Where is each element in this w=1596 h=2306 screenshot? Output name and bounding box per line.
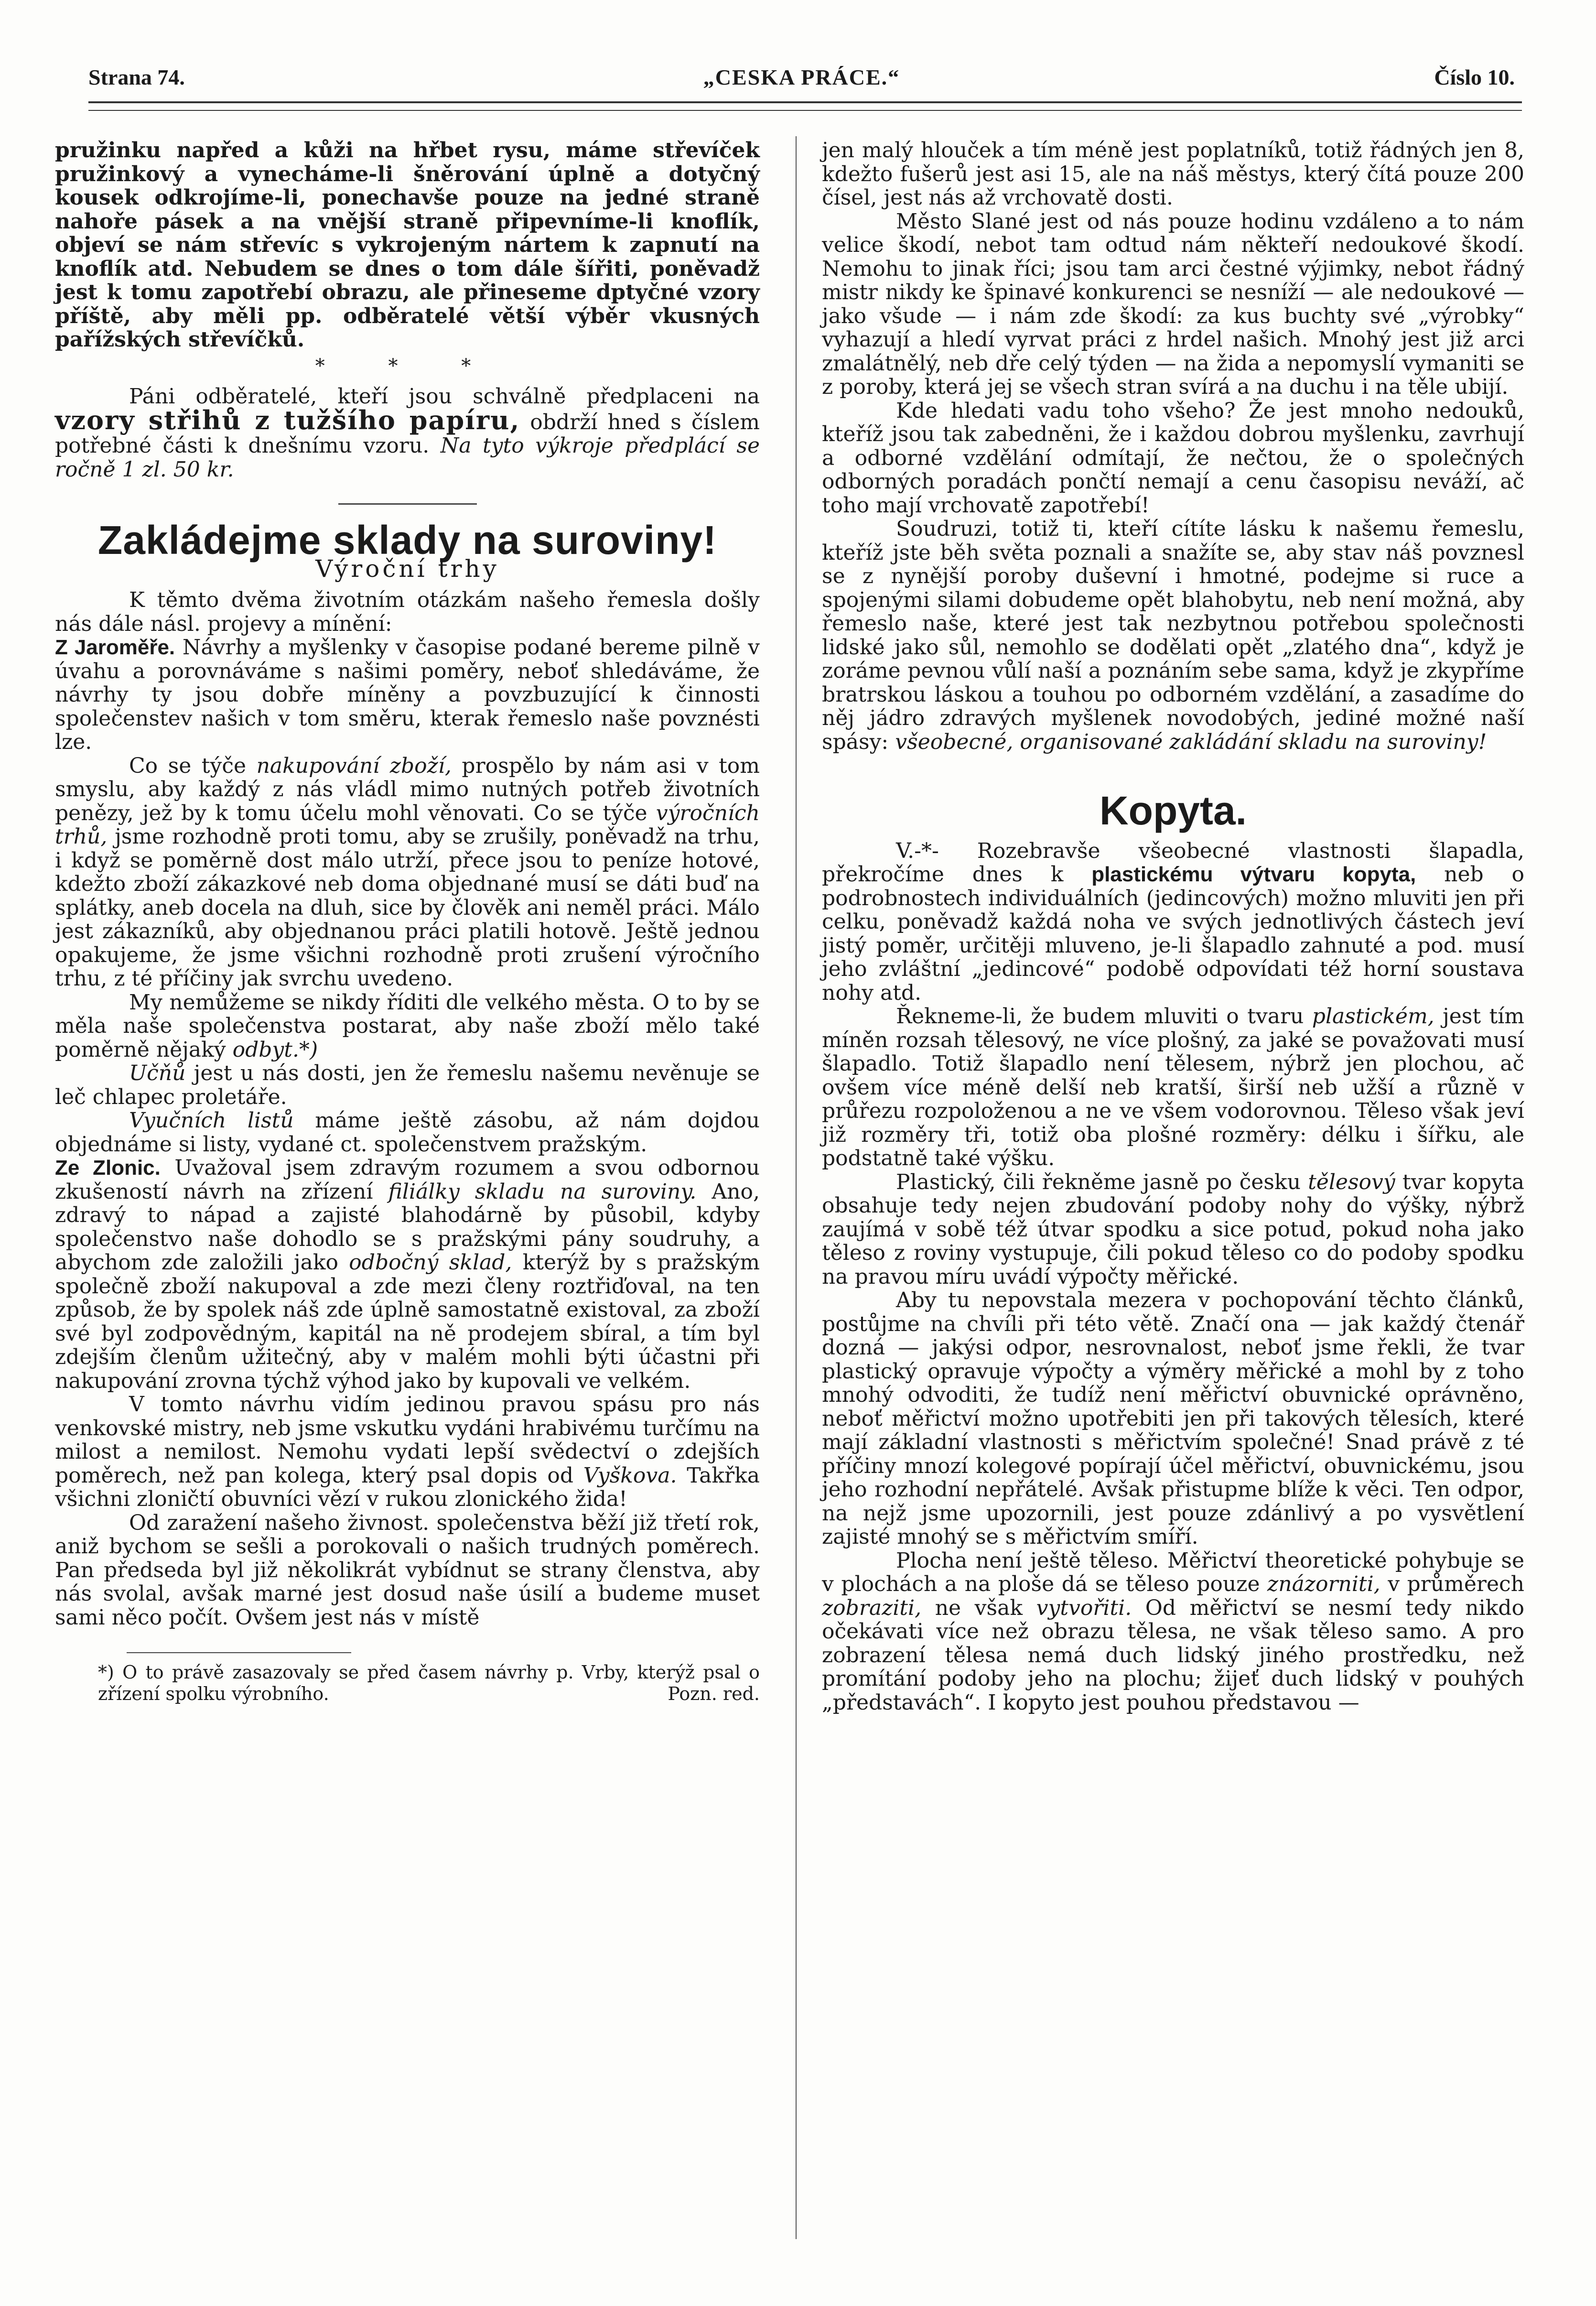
paragraph: V.-*- Rozebravše všeobecné vlastnosti šlapadla, překročíme dnes k plastickému výtvaru kopyta, neb o podrobnostech individuálních (jedincových) možno mluviti jen při celku, poněvadž každá noha ve svých jednotlivých částech jeví jistý poměr, určitěji mluveno, je-li šlapadlo zahnuté a pod. musí jeho zvláštní „jedincové“ podobě odpovídati též horní soustava nohy atd.: [822, 838, 1524, 1005]
left-column: [55, 139, 760, 1705]
paragraph: Učňů jest u nás dosti, jen že řemeslu našemu nevěnuje se leč chlapec proletáře.: [55, 1061, 760, 1109]
paragraph-zlonice: Ze Zlonic. Uvažoval jsem zdravým rozumem a svou odbornou zkušeností návrh na zřízení filiálky skladu na suroviny. Ano, zdravý to nápad a zajisté blahodárně by působil, kdyby společenstvo naše dohodlo se s pražskými pány soudruhy, a abychom zde založili jako odbočný sklad, kterýž by s pražským společně zboží nakupoval a zde mezi členy roztřiďoval, na ten způsob, že by spolek náš zde úplně samostatně existoval, za zboží své byl zodpovědným, kapitál na ně prodejem sbíral, a tím byl zdejším členům užitečný, aby v malém mohli býti účastni při nakupování zrovna týchž výhod jako by kupovali ve velkém.: [55, 1156, 760, 1393]
editor-note: Pozn. red.: [668, 1683, 760, 1704]
section-divider: [338, 503, 477, 505]
section-stars: * * *: [315, 355, 500, 377]
issue-number: Číslo 10.: [1434, 65, 1515, 89]
paragraph: K těmto dvěma životním otázkám našeho řemesla došly nás dále násl. projevy a mínění:: [55, 588, 760, 636]
paragraph: Soudruzi, totiž ti, kteří cítíte lásku k našemu řemeslu, kteříž jste běh světa poznali a snažíte se, aby stav náš povznesl se z nynější poroby duševní i hmotné, podejme si ruce a spojenými silami dobudeme opět blahobytu, neb není možná, aby řemeslo naše, které jest tak nezbytnou potřebou společnosti lidské jako sůl, nemohlo se dodělati opět „zlatého dna“, když je zoráme pevnou vůlí naší a poznáním sebe sama, když je zkypříme bratrskou láskou a touhou po odborném vzdělání, a zasadíme do něj jádro zdravých myšlenek novodobých, jediné možné naší spásy: všeobecné, organisované zakládání skladu na suroviny!: [822, 517, 1524, 754]
footnote: *) O to právě zasazovaly se před časem návrhy p. Vrby, kterýž psal o zřízení spolku výrobního. Pozn. red.: [98, 1662, 760, 1704]
paragraph: Plocha není ještě těleso. Měřictví theoretické pohybuje se v plochách a na ploše dá se těleso pouze znázorniti, v průměrech zobraziti, ne však vytvořiti. Od měřictví se nesmí tedy nikdo očekávati více než obrazu tělesa, ne však těleso samo. A pro zobrazení tělesa nemá duch lidský jiného prostředku, než promítání podoby jeho na plochu; žijeť duch lidský v pouhých „představách“. I kopyto jest pouhou představou —: [822, 1548, 1524, 1715]
paragraph: Vyučních listů máme ještě zásobu, až nám dojdou objednáme si listy, vydané ct. společenstvem pražským.: [55, 1108, 760, 1157]
article-continuation: pružinku napřed a kůži na hřbet rysu, máme střevíček pružinkový a vynecháme-li šněrování úplně a dotyčný kousek odkrojíme-li, ponechavše pouze na jedné straně nahoře pásek a na vnější straně připevníme-li knoflík, objeví se nám střevíc s vykrojeným nártem k zapnutí na knoflík atd. Nebudem se dnes o tom dále šířiti, poněvadž jest k tomu zapotřebí obrazu, ale přineseme dptyčné vzory příště, aby měli pp. odběratelé větší výběr vkusných pařížských střevíčků.: [55, 138, 760, 352]
paragraph: Aby tu nepovstala mezera v pochopování těchto článků, postůjme na chvíli při této větě. Značí ona — jak každý čtenář dozná — jakýsi odpor, nesrovnalost, neboť jsme řekli, že tvar plastický opravuje výpočty a výměry měřické a mohl by z toho mnohý odvoditi, že tudíž není měřictví obuvnické oprávněno, neboť měřictví možno upotřebiti jen při takových tělesích, které mají základní vlastnosti s měřictvím společné! Snad právě z té příčiny mnozí kolegové popírají účel měřictví, obuvnickému, jsou jeho rozhodní nepřátelé. Avšak přistupme blíže k věci. Ten odpor, na nejž jsme upozornili, jest pouze zdánlivý a po vysvětlení zajisté mnohý se s měřictvím smíří.: [822, 1288, 1524, 1549]
paragraph: Řekneme-li, že budem mluviti o tvaru plastickém, jest tím míněn rozsah tělesový, ne více plošný, za jaké se považovati musí šlapadlo. Totiž šlapadlo není tělesem, nýbrž jen plochou, ač ovšem více méně delší neb kratší, širší neb užší a různě v průřezu rozpoloženou a ne ve všem vodorovnou. Těleso však jeví již rozměry tři, totiž oba plošné rozměry: délku i šířku, ale podstatně také výšku.: [822, 1004, 1524, 1170]
paragraph: V tomto návrhu vidím jedinou pravou spásu pro nás venkovské mistry, neb jsme vskutku vydáni hrabivému turčímu na milost a nemilost. Nemohu vydati lepší svědectví o zdejších poměrech, než pan kolega, který psal dopis od Vyškova. Takřka všichni zloničtí obuvníci vězí v rukou zlonického žida!: [55, 1392, 760, 1511]
subscriber-notice: Páni odběratelé, kteří jsou schválně předplaceni na vzory střihů z tužšího papíru, obdrží hned s číslem potřebné části k dnešnímu vzoru. Na tyto výkroje předplácí se ročně 1 zl. 50 kr.: [55, 384, 760, 482]
paragraph: Kde hledati vadu toho všeho? Že jest mnoho nedouků, kteříž jsou tak zabedněni, že i každou dobrou myšlenku, zavrhují a odborné vzdělání odmítají, že nečtou, že o společných odborných poradách pončtí nemají a cenu časopisu neváží, ač toho mají vrchovatě zapotřebí!: [822, 398, 1524, 518]
article-title-kopyta: Kopyta.: [1099, 788, 1247, 833]
masthead-title: „CESKA PRÁCE.“: [703, 65, 900, 89]
location-heading: Z Jaroměře.: [55, 636, 175, 659]
paragraph: Plastický, čili řekněme jasně po česku tělesový tvar kopyta obsahuje tedy nejen zbudování podoby nohy do výšky, nýbrž zaujímá v sobě též útvar spodku a sice potud, pokud noha jako těleso z roviny vystupuje, čili pokud těleso co do podoby spodku na pravou míru uvádí výpočty měřické.: [822, 1169, 1524, 1289]
paragraph: My nemůžeme se nikdy říditi dle velkého města. O to by se měla naše společenstva postarat, aby naše zboží mělo také poměrně nějaký odbyt.*): [55, 990, 760, 1062]
article-title: Zakládejme sklady na suroviny!: [97, 518, 717, 563]
notice-price: Na tyto výkroje předplácí se ročně 1 zl. 50 kr.: [55, 433, 760, 482]
paragraph: Co se týče nakupování zboží, prospělo by nám asi v tom smyslu, aby každý z nás vládl mimo nutných potřeb životních penězy, jež by k tomu účelu mohl věnovati. Co se týče výročních trhů, jsme rozhodně proti tomu, aby se zrušily, poněvadž na trhu, i když se poměrně dost málo utrží, přece jsou to peníze hotové, kdežto zboží zákazkové neb doma objednané musí se dáti buď na splátky, aneb docela na dluh, sice by člověk ani neměl práci. Málo jest zákazníků, aby objednanou práci platili hotově. Ještě jednou opakujeme, že jsme všichni rozhodně proti zrušení výročního trhu, z té příčiny jak svrchu uvedeno.: [55, 753, 760, 991]
paragraph: Od zaražení našeho živnost. společenstva běží již třetí rok, aniž bychom se sešli a porokovali o našich trudných poměrech. Pan předseda byl již několikrát vybídnut se strany členstva, aby nás svolal, avšak marné jest dosud naše úsilí a budeme muset sami něco počít. Ovšem jest nás v místě: [55, 1510, 760, 1630]
footnote-rule: [127, 1652, 351, 1653]
right-column: [822, 139, 1524, 1714]
paragraph: Město Slané jest od nás pouze hodinu vzdáleno a to nám velice škodí, nebot tam odtud nám někteří nedoukové škodí. Nemohu to jinak říci; jsou tam arci čestné výjimky, nebot řádný mistr nikdy ke špinavé konkurenci se nesníží — ale nedoukové — jako všude — i nám zde škodí: za kus buchty své „výrobky“ vyhazují a hledí vyrvat práci z hrdel našich. Mnohý jest již arci zmalátnělý, neb dře celý týden — na žida a nepomyslí vymaniti se z poroby, která jej se všech stran svírá a na duchu i na těle ubijí.: [822, 209, 1524, 399]
paragraph: jen malý hlouček a tím méně jest poplatníků, totiž řádných jen 8, kdežto fušerů jest asi 15, ale na náš městys, který čítá pouze 200 čísel, jest nás až vrchovatě dosti.: [822, 138, 1524, 210]
header-rule: [88, 101, 1522, 111]
page-number: Strana 74.: [88, 65, 185, 89]
notice-emphasis: vzory střihů z tužšího papíru,: [55, 404, 520, 435]
column-divider: [796, 136, 797, 2239]
location-heading: Ze Zlonic.: [55, 1156, 161, 1180]
page-header: [88, 60, 1515, 103]
paragraph-jaromer: Z Jaroměře. Návrhy a myšlenky v časopise podané bereme pilně v úvahu a porovnáváme s našimi poměry, neboť shledáváme, že návrhy ty jsou dobře míněny a povzbuzující k činnosti společenstev našich v tom směru, kterak řemeslo naše povznésti lze.: [55, 635, 760, 754]
article-subtitle: Výroční trhy: [315, 554, 499, 583]
